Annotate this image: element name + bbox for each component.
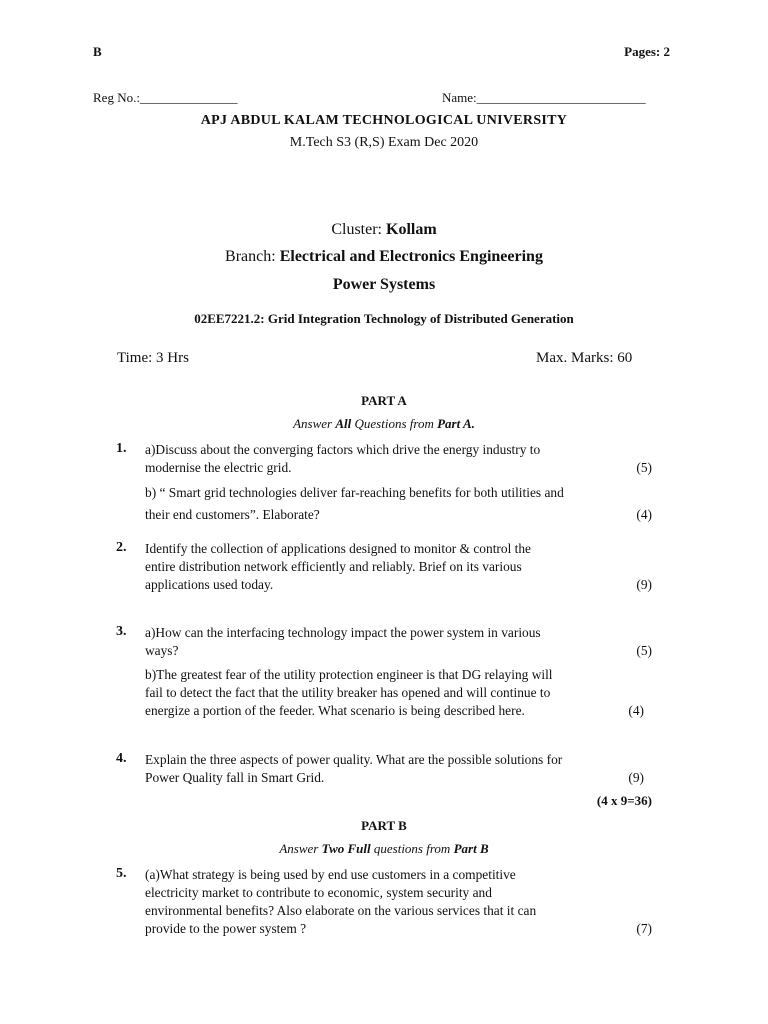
branch-value: Electrical and Electronics Engineering bbox=[279, 248, 543, 265]
reg-no-field: Reg No.:_______________ bbox=[93, 90, 238, 105]
question-number: 4. bbox=[116, 751, 127, 766]
set-code: B bbox=[93, 44, 102, 59]
instr-bold: All bbox=[335, 416, 352, 431]
part-a-instruction bbox=[0, 416, 768, 432]
question-line: a)How can the interfacing technology impact the power system in various bbox=[145, 625, 541, 640]
instr-text: Answer bbox=[279, 841, 322, 856]
question-2 bbox=[145, 540, 652, 594]
question-number: 5. bbox=[116, 866, 127, 881]
question-4 bbox=[145, 751, 652, 787]
question-text: energize a portion of the feeder. What scenario is being described here. bbox=[145, 703, 525, 718]
question-1b bbox=[145, 484, 652, 524]
course-title: 02EE7221.2: Grid Integration Technology of Distributed Generation bbox=[194, 311, 574, 326]
question-line bbox=[145, 506, 652, 524]
cluster-line bbox=[0, 221, 768, 239]
question-line: b) “ Smart grid technologies deliver far-reaching benefits for both utilities and bbox=[145, 485, 564, 500]
branch-line bbox=[0, 248, 768, 266]
question-number: 1. bbox=[116, 441, 127, 456]
instr-bold: Two Full bbox=[321, 841, 371, 856]
marks: (4) bbox=[628, 703, 644, 718]
question-line bbox=[145, 920, 652, 938]
cluster-label: Cluster: bbox=[331, 221, 386, 238]
question-line: a)Discuss about the converging factors which drive the energy industry to bbox=[145, 442, 541, 457]
cluster-value: Kollam bbox=[386, 221, 437, 238]
question-line: entire distribution network efficiently and reliably. Brief on its various bbox=[145, 559, 522, 574]
instr-text: Questions from bbox=[351, 416, 438, 431]
question-line: environmental benefits? Also elaborate on the various services that it can bbox=[145, 903, 537, 918]
part-b-title: PART B bbox=[361, 818, 407, 833]
question-line: Explain the three aspects of power quality. What are the possible solutions for bbox=[145, 752, 563, 767]
question-1 bbox=[145, 441, 652, 477]
part-b-instruction bbox=[0, 841, 768, 857]
part-a-total: (4 x 9=36) bbox=[596, 793, 652, 808]
question-line bbox=[145, 576, 652, 594]
question-text: applications used today. bbox=[145, 577, 274, 592]
question-text: ways? bbox=[145, 643, 179, 658]
question-line bbox=[145, 702, 652, 720]
university-title: APJ ABDUL KALAM TECHNOLOGICAL UNIVERSITY bbox=[200, 113, 568, 128]
instr-bold: Part B bbox=[453, 841, 489, 856]
question-number: 3. bbox=[116, 624, 127, 639]
exam-title: M.Tech S3 (R,S) Exam Dec 2020 bbox=[289, 135, 479, 150]
instr-text: questions from bbox=[370, 841, 454, 856]
marks: (9) bbox=[636, 577, 652, 592]
marks: (7) bbox=[636, 921, 652, 936]
question-text: provide to the power system ? bbox=[145, 921, 307, 936]
instr-bold: Part A. bbox=[437, 416, 475, 431]
marks: (9) bbox=[628, 770, 644, 785]
question-line: fail to detect the fact that the utility breaker has opened and will continue to bbox=[145, 685, 551, 700]
question-text: their end customers”. Elaborate? bbox=[145, 507, 320, 522]
question-line: Identify the collection of applications designed to monitor & control the bbox=[145, 541, 532, 556]
branch-label: Branch: bbox=[225, 248, 280, 265]
question-line bbox=[145, 769, 652, 787]
name-field: Name:__________________________ bbox=[442, 90, 646, 105]
max-marks: Max. Marks: 60 bbox=[536, 350, 633, 366]
question-line: b)The greatest fear of the utility protection engineer is that DG relaying will bbox=[145, 667, 553, 682]
marks: (4) bbox=[636, 507, 652, 522]
question-line bbox=[145, 459, 652, 477]
question-line bbox=[145, 642, 652, 660]
part-a-title: PART A bbox=[361, 393, 407, 408]
marks: (5) bbox=[636, 460, 652, 475]
question-3 bbox=[145, 624, 652, 660]
marks: (5) bbox=[636, 643, 652, 658]
question-text: modernise the electric grid. bbox=[145, 460, 292, 475]
question-3b bbox=[145, 666, 652, 720]
question-number: 2. bbox=[116, 540, 127, 555]
question-5 bbox=[145, 866, 652, 938]
question-line: electricity market to contribute to economic, system security and bbox=[145, 885, 492, 900]
instr-text: Answer bbox=[293, 416, 336, 431]
question-text: Power Quality fall in Smart Grid. bbox=[145, 770, 325, 785]
question-line: (a)What strategy is being used by end use customers in a competitive bbox=[145, 867, 516, 882]
exam-time: Time: 3 Hrs bbox=[117, 350, 189, 366]
page-count: Pages: 2 bbox=[624, 44, 670, 59]
stream-title: Power Systems bbox=[332, 276, 436, 293]
